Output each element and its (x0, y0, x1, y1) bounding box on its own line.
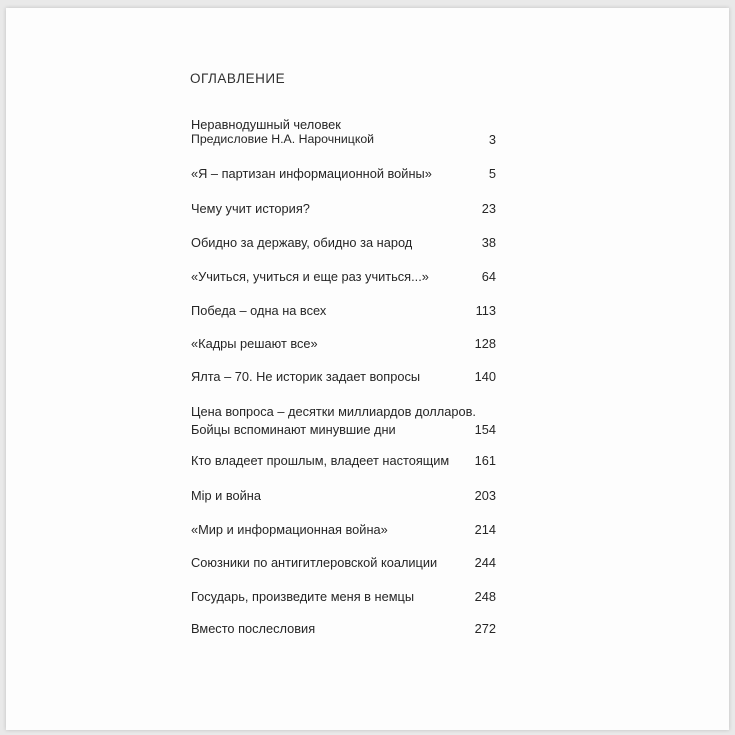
toc-entry-subtitle: Бойцы вспоминают минувшие дни (191, 422, 396, 437)
toc-entry (191, 555, 496, 570)
toc-entry-title: Мiр и война (191, 488, 261, 503)
toc-entry (191, 488, 496, 503)
toc-entry (191, 269, 496, 284)
toc-entry-page: 3 (488, 132, 496, 147)
toc-entry-page: 113 (475, 303, 496, 318)
toc-entry-title: «Учиться, учиться и еще раз учиться...» (191, 269, 429, 284)
toc-entry (191, 453, 496, 468)
toc-entry-title: Ялта – 70. Не историк задает вопросы (191, 369, 421, 384)
toc-entry-title: Вместо послесловия (191, 621, 316, 636)
toc-entry (191, 621, 496, 636)
toc-entry (191, 369, 496, 384)
toc-entry-title: Неравнодушный человек (191, 117, 341, 132)
toc-entry (191, 404, 496, 437)
toc-entry-page: 38 (481, 235, 496, 250)
toc-entry-title: Цена вопроса – десятки миллиардов долларов. (191, 404, 476, 419)
toc-entry-page: 203 (474, 488, 496, 503)
toc-entry-page: 5 (488, 166, 496, 181)
toc-entry-page: 161 (474, 453, 496, 468)
toc-entry-title: «Мир и информационная война» (191, 522, 388, 537)
toc-entry-page: 272 (474, 621, 496, 636)
toc-entry-page: 64 (481, 269, 496, 284)
toc-entry (191, 522, 496, 537)
toc-entry-page: 154 (474, 422, 496, 437)
toc-entry-title: «Кадры решают все» (191, 336, 318, 351)
toc-entry-page: 214 (474, 522, 496, 537)
toc-entry-page: 128 (474, 336, 496, 351)
toc-entry (191, 235, 496, 250)
toc-entry (191, 201, 496, 216)
toc-entry-page: 140 (474, 369, 496, 384)
toc-entry (191, 117, 496, 147)
toc-entry-subtitle: Предисловие Н.А. Нарочницкой (191, 132, 375, 146)
toc-entry-title: Союзники по антигитлеровской коалиции (191, 555, 438, 570)
book-page (6, 8, 729, 730)
toc-entry-title: Обидно за державу, обидно за народ (191, 235, 413, 250)
toc-entry (191, 336, 496, 351)
toc-entry-title: Победа – одна на всех (191, 303, 327, 318)
toc-entry (191, 166, 496, 181)
toc-heading: ОГЛАВЛЕНИЕ (190, 71, 286, 86)
toc-entry (191, 589, 496, 604)
toc-entry-page: 23 (481, 201, 496, 216)
toc-entry-page: 248 (474, 589, 496, 604)
toc-entry-title: Чему учит история? (191, 201, 310, 216)
toc-entry-title: Кто владеет прошлым, владеет настоящим (191, 453, 450, 468)
toc-entry (191, 303, 496, 318)
toc-entry-title: Государь, произведите меня в немцы (191, 589, 415, 604)
toc-entry-page: 244 (474, 555, 496, 570)
toc-entry-title: «Я – партизан информационной войны» (191, 166, 432, 181)
